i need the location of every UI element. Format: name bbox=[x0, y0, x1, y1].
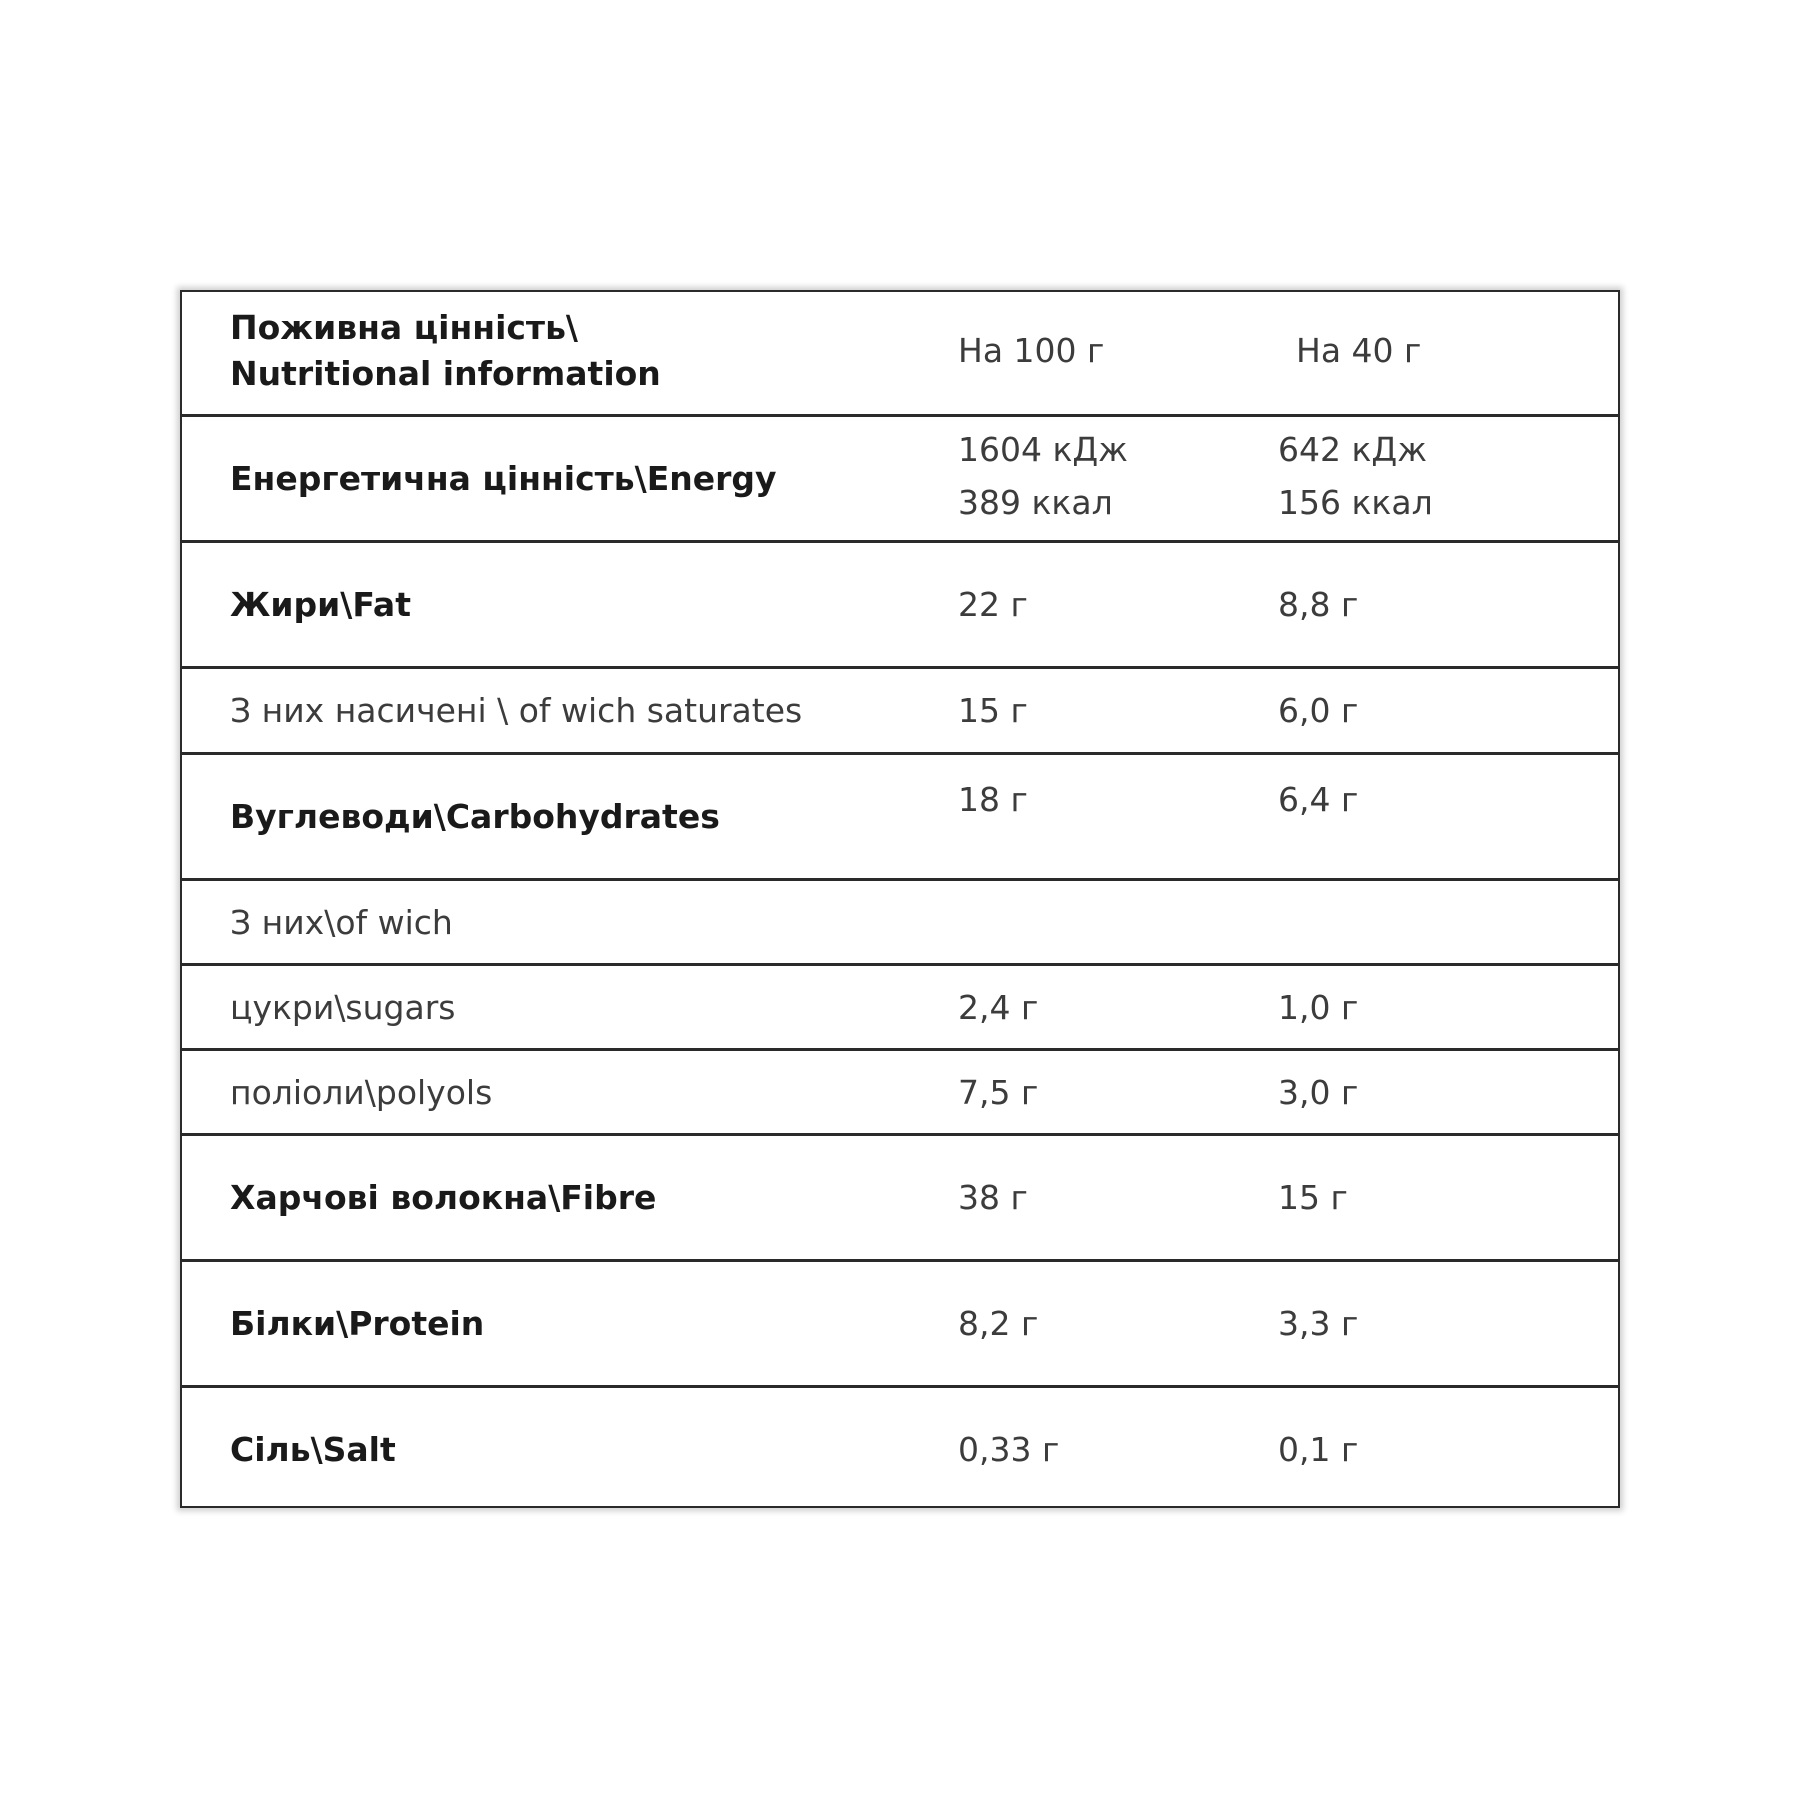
value-per-40g: 6,0 г bbox=[1278, 691, 1359, 730]
value-per-40g: 15 г bbox=[1278, 1178, 1348, 1217]
row-label: Жири\Fat bbox=[230, 585, 411, 624]
table-row bbox=[182, 966, 1618, 1051]
value-per-100g: 2,4 г bbox=[958, 988, 1039, 1027]
row-label: З них насичені \ of wich saturates bbox=[230, 691, 803, 730]
table-row bbox=[182, 1262, 1618, 1388]
header-label-line1: Поживна цінність\ bbox=[230, 308, 578, 347]
value-per-40g: 6,4 г bbox=[1278, 780, 1359, 819]
header-label-line2: Nutritional information bbox=[230, 354, 661, 393]
value-per-100g: 18 г bbox=[958, 780, 1028, 819]
table-row bbox=[182, 1051, 1618, 1136]
row-label: З них\of wich bbox=[230, 903, 453, 942]
header-per-40g: На 40 г bbox=[1296, 331, 1422, 370]
table-row bbox=[182, 881, 1618, 966]
row-label: Вуглеводи\Carbohydrates bbox=[230, 797, 720, 836]
row-label: поліоли\polyols bbox=[230, 1073, 493, 1112]
value-per-40g: 3,3 г bbox=[1278, 1304, 1359, 1343]
row-label: цукри\sugars bbox=[230, 988, 456, 1027]
value-per-100g: 22 г bbox=[958, 585, 1028, 624]
value-per-100g: 0,33 г bbox=[958, 1430, 1060, 1469]
table-row bbox=[182, 1388, 1618, 1510]
table-header-row bbox=[182, 292, 1618, 417]
value-per-40g-kcal: 156 ккал bbox=[1278, 483, 1433, 522]
value-per-40g: 8,8 г bbox=[1278, 585, 1359, 624]
header-per-100g: На 100 г bbox=[958, 331, 1105, 370]
row-label: Енергетична цінність\Energy bbox=[230, 459, 777, 498]
value-per-40g: 3,0 г bbox=[1278, 1073, 1359, 1112]
row-label: Харчові волокна\Fibre bbox=[230, 1178, 657, 1217]
row-label: Білки\Protein bbox=[230, 1304, 485, 1343]
value-per-100g: 15 г bbox=[958, 691, 1028, 730]
nutrition-table bbox=[180, 290, 1620, 1508]
value-per-100g: 7,5 г bbox=[958, 1073, 1039, 1112]
value-per-40g-kj: 642 кДж bbox=[1278, 430, 1427, 469]
value-per-100g-kj: 1604 кДж bbox=[958, 430, 1128, 469]
table-row bbox=[182, 543, 1618, 669]
value-per-100g-kcal: 389 ккал bbox=[958, 483, 1113, 522]
table-row bbox=[182, 755, 1618, 881]
value-per-100g: 38 г bbox=[958, 1178, 1028, 1217]
value-per-40g: 1,0 г bbox=[1278, 988, 1359, 1027]
table-row bbox=[182, 417, 1618, 543]
table-row bbox=[182, 1136, 1618, 1262]
value-per-40g: 0,1 г bbox=[1278, 1430, 1359, 1469]
value-per-100g: 8,2 г bbox=[958, 1304, 1039, 1343]
table-row bbox=[182, 669, 1618, 755]
row-label: Сіль\Salt bbox=[230, 1430, 396, 1469]
